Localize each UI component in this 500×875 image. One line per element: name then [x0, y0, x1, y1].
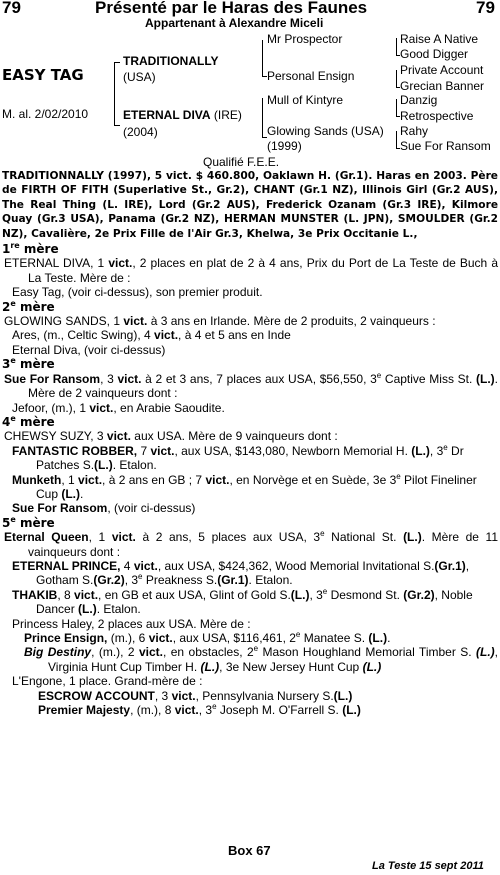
fifth-dam-produce-1: ETERNAL PRINCE, 4 vict., aux USA, $424,362, Wood Memorial Invitational S.(Gr.1), Gotham S.(Gr.2), 3e Preakness S.(Gr.1). Etalon.	[12, 558, 470, 588]
first-dam-produce: Easy Tag, (voir ci-dessus), son premier produit.	[12, 285, 263, 300]
fifth-dam-produce-2: THAKIB, 8 vict., en GB et aux USA, Glint of Gold S.(L.), 3e Desmond St. (Gr.2), Noble Dancer (L.). Etalon.	[12, 586, 473, 617]
great-grandsire-1: Raise A Native	[400, 32, 479, 46]
fifth-dam-heading: 5e mère	[2, 514, 55, 530]
great-grandsire-7: Rahy	[400, 124, 429, 138]
great-grandsire-8: Sue For Ransom	[400, 139, 491, 153]
fourth-dam-produce-2: Munketh, 1 vict., à 2 ans en GB ; 7 vict., en Norvège et en Suède, 3e 3e Pilot Fineliner Cup (L.).	[12, 471, 477, 501]
fifth-dam-entry: Eternal Queen, 1 vict. à 2 ans, 5 places aux USA, 3e National St. (L.). Mère de 11 vainqueurs dont :	[4, 529, 499, 559]
first-dam-heading: 1re mère	[2, 241, 59, 257]
lot-number-left: 79	[2, 0, 21, 17]
dam-name-text: ETERNAL DIVA	[123, 108, 211, 122]
first-dam-entry: ETERNAL DIVA, 1 vict., 2 places en plat de 2 à 4 ans, Prix du Port de La Teste de Buch à La Teste. Mère de :	[4, 256, 498, 285]
third-dam-produce-1: Jefoor, (m.), 1 vict., en Arabie Saoudite.	[12, 400, 225, 415]
sire-record: TRADITIONNALLY (1997), 5 vict. $ 460.800, Oaklawn H. (Gr.1). Haras en 2003. Père de FIRTH OF FITH (Superlative St., Gr.2), CHANT (Gr.1 NZ), Illinois Girl (Gr.2 AUS), The Real Thing (L. IRE), Lord (Gr.2 AUS), Frederick Ozanam (Gr.3 IRE), Kilmore Quay (Gr.3 USA), Panama (Gr.2 NZ), HERMAN MUNSTER (L. JPN), SMOULDER (Gr.2 NZ), Cavalière, 2e Prix Fille de l'Air Gr.3, Khelwa, 3e Prix Occitanie L.,	[2, 170, 498, 240]
third-dam-heading: 3e mère	[2, 356, 55, 372]
lot-number-right: 79	[476, 0, 495, 17]
box-number: Box 67	[228, 843, 271, 858]
dam-name	[123, 108, 242, 122]
fifth-dam-produce-4: L'Engone, 1 place. Grand-mère de :	[12, 674, 203, 689]
great-grandsire-3: Private Account	[400, 63, 484, 77]
fourth-dam-produce-1: FANTASTIC ROBBER, 7 vict., aux USA, $143,080, Newborn Memorial H. (L.), 3e Dr Patches S.(L.). Etalon.	[12, 442, 464, 473]
third-dam-entry: Sue For Ransom, 3 vict. à 2 et 3 ans, 7 places aux USA, $56,550, 3e Captive Miss St. (L.). Mère de 2 vainqueurs dont :	[4, 370, 498, 401]
fifth-dam-grandproduce-1: Prince Ensign, (m.), 6 vict., aux USA, $116,461, 2e Manatee S. (L.).	[24, 630, 391, 645]
consignor-subtitle: Appartenant à Alexandre Miceli	[145, 16, 324, 30]
qualification: Qualifié F.E.E.	[203, 155, 280, 169]
grandsire-4-year: (1999)	[267, 139, 302, 153]
fifth-dam-grandproduce-4: Premier Majesty, (m.), 8 vict., 3e Joseph M. O'Farrell S. (L.)	[38, 702, 361, 718]
fifth-dam-produce-3: Princess Haley, 2 places aux USA. Mère de :	[12, 616, 251, 631]
great-grandsire-4: Grecian Banner	[400, 79, 485, 93]
dam-country: (IRE)	[213, 108, 242, 122]
grandsire-4: Glowing Sands (USA)	[267, 124, 384, 138]
great-grandsire-2: Good Digger	[400, 47, 469, 61]
fifth-dam-grandproduce-2: Big Destiny, (m.), 2 vict., en obstacles, 2e Mason Houghland Memorial Timber S. (L.), Virginia Hunt Cup Timber H. (L.), 3e New Jersey Hunt Cup (L.)	[24, 644, 498, 674]
grandsire-3: Mull of Kintyre	[267, 93, 344, 107]
horse-info: M. al. 2/02/2010	[2, 107, 89, 121]
fourth-dam-entry: CHEWSY SUZY, 3 vict. aux USA. Mère de 9 vainqueurs dont :	[4, 429, 338, 444]
sale-place-date: La Teste 15 sept 2011	[372, 860, 484, 872]
grandsire-1: Mr Prospector	[267, 32, 343, 46]
catalogue-body	[2, 169, 498, 717]
page-title: Présenté par le Haras des Faunes	[95, 0, 368, 17]
dam-year: (2004)	[123, 125, 158, 139]
second-dam-entry: GLOWING SANDS, 1 vict. à 3 ans en Irlande. Mère de 2 produits, 2 vainqueurs :	[4, 314, 436, 329]
fourth-dam-produce-3: Sue For Ransom, (voir ci-dessus)	[12, 501, 196, 516]
sire-name: TRADITIONALLY	[123, 54, 219, 68]
great-grandsire-6: Retrospective	[400, 109, 474, 123]
second-dam-heading: 2e mère	[2, 298, 55, 314]
sire-country: (USA)	[123, 70, 156, 84]
fourth-dam-heading: 4e mère	[2, 413, 55, 429]
great-grandsire-5: Danzig	[400, 93, 438, 107]
horse-name: EASY TAG	[2, 66, 84, 84]
fifth-dam-grandproduce-3: ESCROW ACCOUNT, 3 vict., Pennsylvania Nursery S.(L.)	[38, 688, 353, 703]
grandsire-2: Personal Ensign	[267, 69, 355, 83]
second-dam-produce-1: Ares, (m., Celtic Swing), 4 vict., à 4 et 5 ans en Inde	[12, 328, 291, 343]
second-dam-produce-2: Eternal Diva, (voir ci-dessus)	[12, 342, 166, 357]
